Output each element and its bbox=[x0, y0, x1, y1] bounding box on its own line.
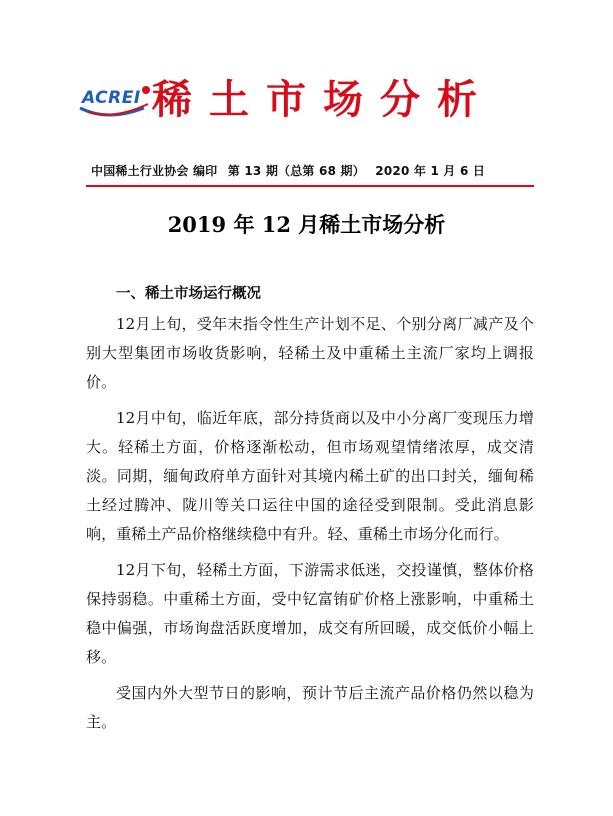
red-divider bbox=[86, 185, 534, 187]
document-title: 2019 年 12 月稀土市场分析 bbox=[167, 212, 446, 237]
issue-info bbox=[91, 162, 531, 179]
issue-date: 2020 年 1 月 6 日 bbox=[375, 164, 486, 178]
section-heading: 一、稀土市场运行概况 bbox=[116, 286, 261, 302]
paragraph: 12月中旬，临近年底，部分持货商以及中小分离厂变现压力增大。轻稀土方面，价格逐渐松动，但市场观望情绪浓厚，成交清淡。同期，缅甸政府单方面针对其境内稀土矿的出口封关，缅甸稀土经过腾冲、陇川等关口运往中国的途径受到限制。受此消息影响，重稀土产品价格继续稳中有升。轻、重稀土市场分化而行。 bbox=[86, 409, 534, 543]
logo-text: ACREI bbox=[82, 88, 141, 108]
publisher-label: 中国稀土行业协会 编印 bbox=[91, 164, 218, 178]
document-body bbox=[86, 282, 534, 744]
masthead-title: 稀土市场分析 bbox=[152, 76, 494, 123]
paragraph: 12月上旬，受年末指令性生产计划不足、个别分离厂减产及个别大型集团市场收货影响，轻稀土及中重稀土主流厂家均上调报价。 bbox=[86, 315, 534, 391]
acrei-logo bbox=[78, 78, 158, 122]
paragraph: 12月下旬，轻稀土方面，下游需求低迷，交投谨慎，整体价格保持弱稳。中重稀土方面，受中钇富铕矿价格上涨影响，中重稀土稳中偏强，市场询盘活跃度增加，成交有所回暖，成交低价小幅上移。 bbox=[86, 561, 534, 666]
paragraph: 受国内外大型节日的影响，预计节后主流产品价格仍然以稳为主。 bbox=[86, 684, 534, 731]
issue-number: 第 13 期（总第 68 期） bbox=[227, 164, 365, 178]
masthead-header bbox=[78, 72, 538, 136]
